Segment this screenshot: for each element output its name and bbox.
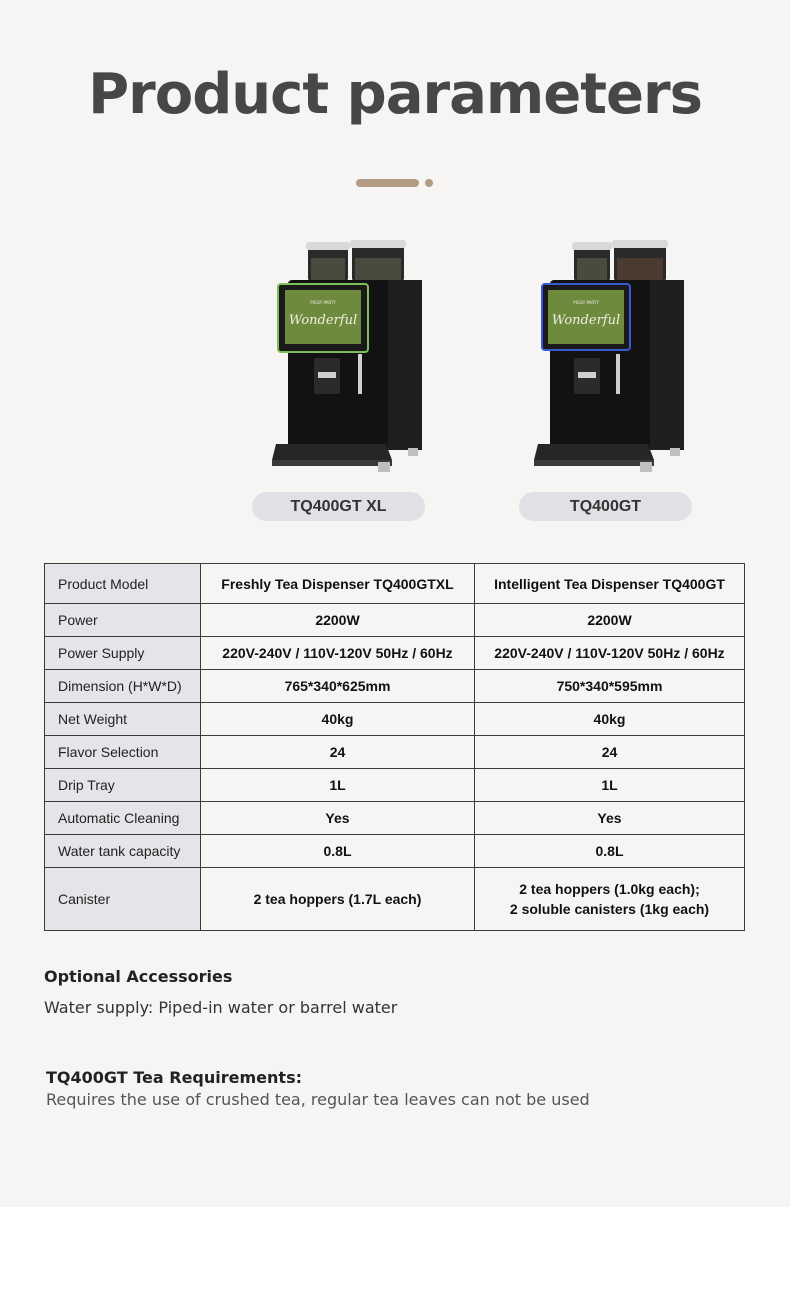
accent-dot <box>425 179 433 187</box>
row-label: Automatic Cleaning <box>45 802 201 835</box>
cell-value: 0.8L <box>475 835 745 868</box>
cell-value: 24 <box>475 736 745 769</box>
table-row <box>45 703 745 736</box>
cell-value: 2200W <box>201 604 475 637</box>
cell-value: 24 <box>201 736 475 769</box>
row-label: Flavor Selection <box>45 736 201 769</box>
optional-accessories-text: Water supply: Piped-in water or barrel water <box>44 998 398 1017</box>
screen-small-text: PIGGY PARTY <box>573 300 599 305</box>
product-label-tq400gt: TQ400GT <box>519 492 692 521</box>
product-image-tq400gt-xl <box>268 238 428 478</box>
cell-value: 220V-240V / 110V-120V 50Hz / 60Hz <box>475 637 745 670</box>
cell-value: 2 tea hoppers (1.7L each) <box>201 868 475 931</box>
cell-value: 40kg <box>201 703 475 736</box>
row-label: Power <box>45 604 201 637</box>
cell-value: Yes <box>475 802 745 835</box>
cell-value-canister <box>475 868 745 931</box>
row-label: Net Weight <box>45 703 201 736</box>
cell-value: 2200W <box>475 604 745 637</box>
cell-line: 2 soluble canisters (1kg each) <box>509 901 710 917</box>
table-row <box>45 564 745 604</box>
product-label-tq400gt-xl: TQ400GT XL <box>252 492 425 521</box>
table-row <box>45 802 745 835</box>
model-name: Intelligent Tea Dispenser TQ400GT <box>475 564 745 604</box>
row-label: Canister <box>45 868 201 931</box>
screen-text: Wonderful <box>551 313 621 328</box>
screen-text: Wonderful <box>288 313 358 328</box>
cell-value: 765*340*625mm <box>201 670 475 703</box>
product-image-tq400gt <box>530 238 690 478</box>
cell-value: 750*340*595mm <box>475 670 745 703</box>
table-row <box>45 835 745 868</box>
row-label: Drip Tray <box>45 769 201 802</box>
page-title: Product parameters <box>88 62 702 127</box>
cell-value: 1L <box>201 769 475 802</box>
cell-line: 2 tea hoppers (1.0kg each); <box>519 881 700 897</box>
table-row <box>45 736 745 769</box>
row-label: Dimension (H*W*D) <box>45 670 201 703</box>
table-row <box>45 769 745 802</box>
model-name: Freshly Tea Dispenser TQ400GTXL <box>201 564 475 604</box>
table-row <box>45 604 745 637</box>
cell-value: Yes <box>201 802 475 835</box>
row-label: Water tank capacity <box>45 835 201 868</box>
cell-value: 0.8L <box>201 835 475 868</box>
spec-table <box>44 563 745 931</box>
row-label: Product Model <box>45 564 201 604</box>
table-row <box>45 670 745 703</box>
cell-value: 220V-240V / 110V-120V 50Hz / 60Hz <box>201 637 475 670</box>
tea-requirements-title: TQ400GT Tea Requirements: <box>46 1068 302 1087</box>
row-label: Power Supply <box>45 637 201 670</box>
table-row <box>45 868 745 931</box>
screen-small-text: PIGGY PARTY <box>310 300 336 305</box>
optional-accessories-title: Optional Accessories <box>44 967 233 986</box>
tea-requirements-text: Requires the use of crushed tea, regular tea leaves can not be used <box>46 1090 590 1109</box>
table-row <box>45 637 745 670</box>
cell-value: 40kg <box>475 703 745 736</box>
accent-bar <box>356 179 419 187</box>
cell-value: 1L <box>475 769 745 802</box>
